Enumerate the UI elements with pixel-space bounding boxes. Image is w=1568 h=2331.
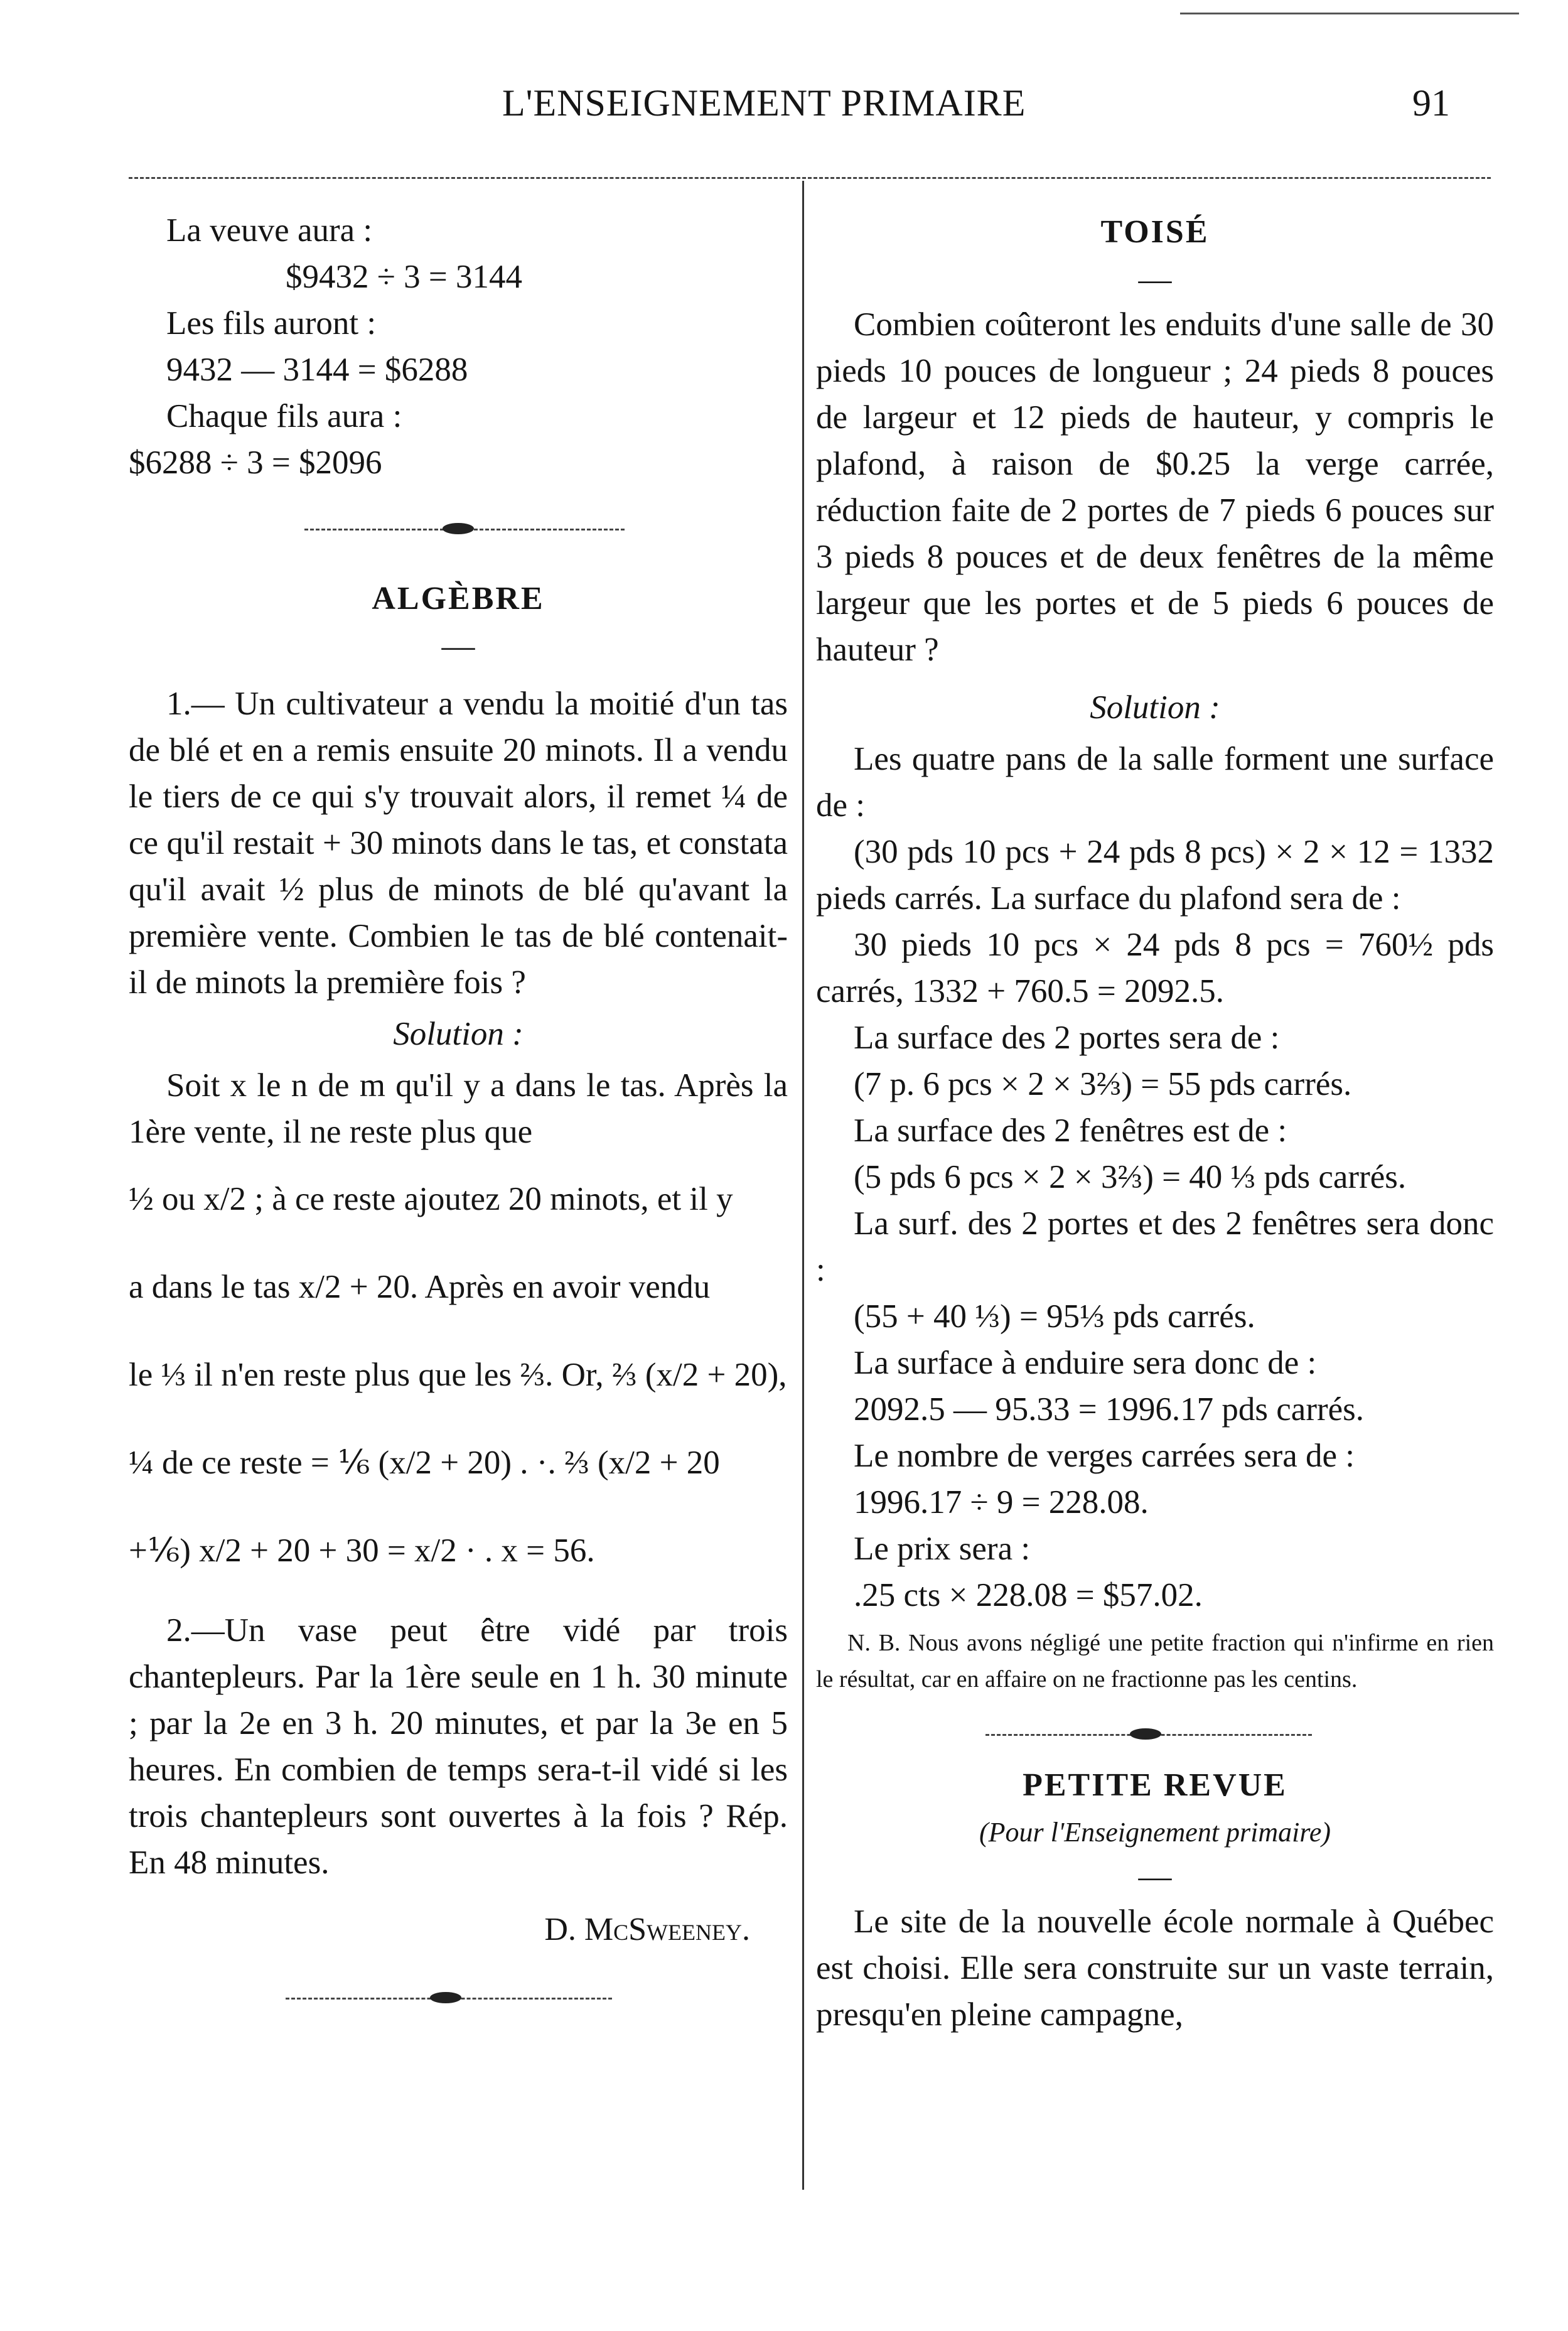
algebra-dash: — [441, 628, 475, 664]
toise-note: N. B. Nous avons négligé une petite fraction qui n'infirme en rien le résultat, car en affaire on ne fractionne pas les centins. [816, 1630, 1494, 1693]
solution-label: Solution : [393, 1016, 524, 1052]
intro-line: $6288 ÷ 3 = $2096 [129, 444, 382, 481]
solution-line: ¼ de ce reste = ⅙ (x/2 + 20) . ·. ⅔ (x/2 + 20 [129, 1445, 720, 1481]
toise-line: .25 cts × 228.08 = $57.02. [854, 1577, 1203, 1613]
intro-line: Les fils auront : [166, 305, 377, 342]
toise-line: 2092.5 — 95.33 = 1996.17 pds carrés. [854, 1391, 1365, 1428]
right-column [816, 207, 1494, 2038]
section-ornament [129, 511, 788, 549]
header-rule [129, 177, 1491, 179]
left-column [129, 207, 788, 2018]
toise-line: La surface des 2 portes sera de : [854, 1020, 1280, 1056]
revue-title: PETITE REVUE [1023, 1767, 1287, 1803]
toise-line: Le nombre de verges carrées sera de : [854, 1438, 1355, 1474]
toise-line: La surface à enduire sera donc de : [854, 1345, 1317, 1381]
column-divider [802, 181, 804, 2190]
revue-text: Le site de la nouvelle école normale à Québec est choisi. Elle sera construite sur un vaste terrain, presqu'en pleine campagne, [816, 1903, 1494, 2033]
solution-line: Soit x le n de m qu'il y a dans le tas. Après la 1ère vente, il ne reste plus que [129, 1067, 788, 1150]
toise-title: TOISÉ [1100, 214, 1210, 250]
solution-line: a dans le tas x/2 + 20. Après en avoir vendu [129, 1269, 711, 1305]
toise-line: 1996.17 ÷ 9 = 228.08. [854, 1484, 1149, 1521]
solution-line: ½ ou x/2 ; à ce reste ajoutez 20 minots, et il y [129, 1181, 733, 1217]
toise-calc-2: 30 pieds 10 pcs × 24 pds 8 pcs = 760½ pds carrés, 1332 + 760.5 = 2092.5. [816, 927, 1494, 1009]
toise-problem: Combien coûteront les enduits d'une salle de 30 pieds 10 pouces de longueur ; 24 pieds 8 pouces de largeur et 12 pieds de hauteur, y compris le plafond, à raison de $0.25 la verge carrée, réduction faite de 2 portes de 7 pieds 6 pouces sur 3 pieds 8 pouces et de deux fenêtres de la même largeur que les portes et de 5 pieds 6 pouces de hauteur ? [816, 306, 1494, 668]
intro-line: $9432 ÷ 3 = 3144 [286, 259, 522, 295]
section-ornament [816, 1716, 1494, 1754]
toise-solution-intro: Les quatre pans de la salle forment une surface de : [816, 741, 1494, 824]
toise-solution-label: Solution : [1090, 689, 1220, 726]
toise-dash: — [1138, 261, 1172, 298]
intro-line: La veuve aura : [166, 212, 373, 249]
toise-line: La surface des 2 fenêtres est de : [854, 1112, 1287, 1149]
solution-line: +⅙) x/2 + 20 + 30 = x/2 · . x = 56. [129, 1532, 595, 1569]
toise-line: La surf. des 2 portes et des 2 fenêtres sera donc : [816, 1205, 1494, 1288]
running-title: L'ENSEIGNEMENT PRIMAIRE [502, 82, 1026, 124]
toise-line: (5 pds 6 pcs × 2 × 3⅔) = 40 ⅓ pds carrés. [854, 1159, 1407, 1195]
solution-line: le ⅓ il n'en reste plus que les ⅔. Or, ⅔ (x/2 + 20), [129, 1357, 787, 1393]
top-rule [1180, 13, 1519, 14]
end-ornament [129, 1980, 788, 2018]
intro-line: 9432 — 3144 = $6288 [166, 352, 468, 388]
toise-line: Le prix sera : [854, 1531, 1031, 1567]
toise-line: (55 + 40 ⅓) = 95⅓ pds carrés. [854, 1298, 1255, 1335]
algebra-problem-2: 2.—Un vase peut être vidé par trois chantepleurs. Par la 1ère seule en 1 h. 30 minute ; par la 2e en 3 h. 20 minutes, et par la 3e en 5 heures. En combien de temps sera-t-il vidé si les trois chantepleurs sont ouvertes à la fois ? Rép. En 48 minutes. [129, 1612, 788, 1881]
revue-dash: — [1138, 1858, 1172, 1895]
revue-subtitle: (Pour l'Enseignement primaire) [979, 1817, 1331, 1848]
intro-line: Chaque fils aura : [166, 398, 402, 434]
algebra-problem-1: 1.— Un cultivateur a vendu la moitié d'un tas de blé et en a remis ensuite 20 minots. Il a vendu le tiers de ce qui s'y trouvait alors, il remet ¼ de ce qu'il restait + 30 minots dans le tas, et constata qu'il avait ½ plus de minots de blé qu'avant la première vente. Combien le tas de blé contenait-il de minots la première fois ? [129, 686, 788, 1001]
page-number: 91 [1412, 82, 1450, 124]
toise-calc-1: (30 pds 10 pcs + 24 pds 8 pcs) × 2 × 12 = 1332 pieds carrés. La surface du plafond sera de : [816, 834, 1494, 917]
toise-line: (7 p. 6 pcs × 2 × 3⅔) = 55 pds carrés. [854, 1066, 1352, 1102]
algebra-title: ALGÈBRE [372, 581, 545, 616]
signature: D. McSweeney. [544, 1912, 750, 1947]
